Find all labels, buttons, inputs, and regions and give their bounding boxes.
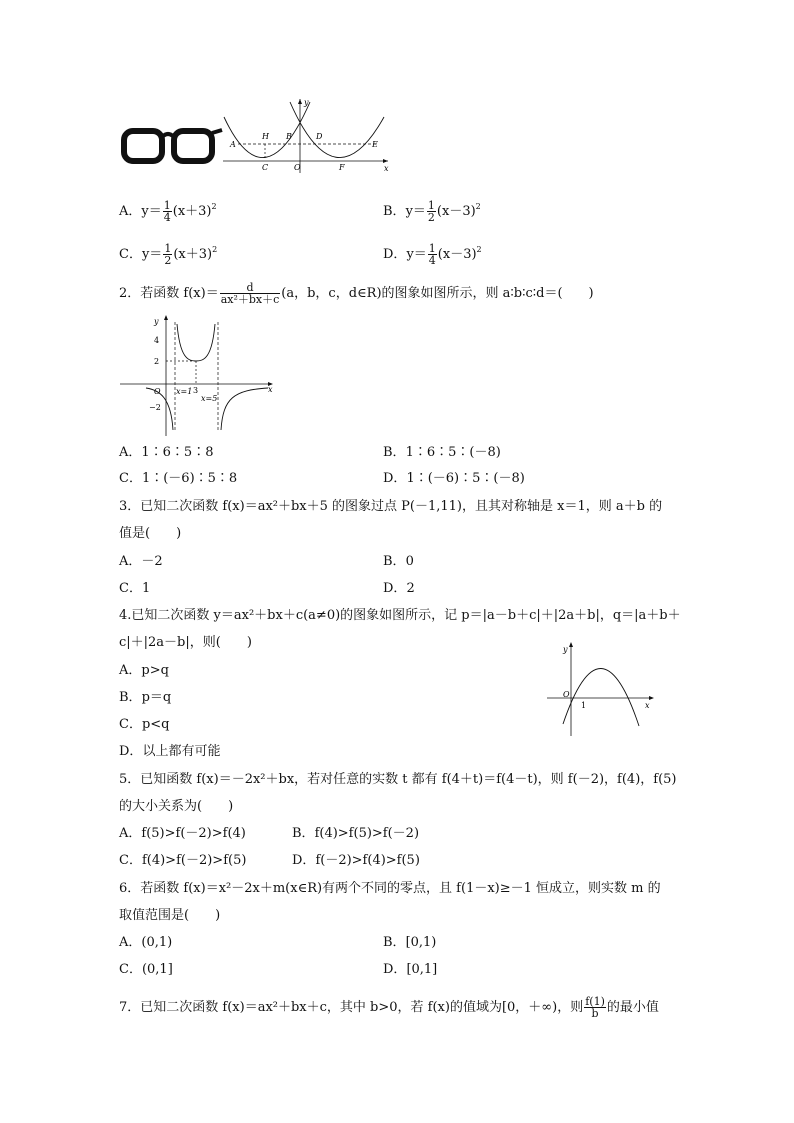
q5-stem-line1: 5．已知函数 f(x)＝－2x²＋bx，若对任意的实数 t 都有 f(4＋t)＝f(4－t)，则 f(－2)，f(4)，f(5) (119, 772, 677, 787)
q3-option-b[interactable]: B．0 (383, 554, 414, 569)
q1-option-b[interactable]: B．y＝ $\frac{1}{2}$ $(x-3)^2$ (383, 199, 481, 224)
q4-figure (545, 640, 657, 738)
q5-option-b[interactable]: B．f(4)>f(5)>f(－2) (292, 826, 420, 841)
q4-axis-y-label: y (563, 645, 568, 654)
q2-origin-label: O (154, 387, 161, 396)
q2-y-tick: 2 (154, 357, 160, 366)
q2-asymptote-label: x=5 (201, 394, 218, 403)
q5-option-c[interactable]: C．f(4)>f(－2)>f(5) (119, 853, 247, 868)
q2-figure (118, 312, 278, 438)
q1-option-c[interactable]: C．y＝ $\frac{1}{2}$ $(x+3)^2$ (119, 242, 218, 267)
q7-stem: 7．已知二次函数 f(x)＝ax²＋bx＋c，其中 b>0，若 f(x)的值域为[0，＋∞)，则 $\frac{f(1)}{b}$ 的最小值 (119, 995, 659, 1020)
q4-axis-x-label: x (645, 701, 650, 710)
q3-option-d[interactable]: D．2 (383, 581, 415, 596)
q1-axis-y-label: y (304, 98, 309, 107)
q2-asymptote-label: x=1 (176, 387, 193, 396)
q1-point-label: C (262, 163, 269, 172)
q2-option-a[interactable]: A．1∶6∶5∶8 (119, 445, 214, 460)
q2-y-tick: 4 (154, 336, 160, 345)
q6-option-c[interactable]: C．(0,1] (119, 962, 173, 977)
q4-option-b[interactable]: B．p＝q (119, 690, 172, 705)
q1-option-d[interactable]: D．y＝ $\frac{1}{4}$ $(x-3)^2$ (383, 242, 482, 267)
q3-option-a[interactable]: A．－2 (119, 554, 163, 569)
q4-origin-label: O (563, 690, 570, 699)
q4-stem-line2: c|＋|2a－b|，则( ) (119, 635, 252, 650)
q2-y-tick: −2 (149, 403, 161, 412)
q6-stem-line1: 6．若函数 f(x)＝x²－2x＋m(x∈R)有两个不同的零点，且 f(1－x)≥－1 恒成立，则实数 m 的 (119, 881, 661, 896)
q4-stem-line1: 4.已知二次函数 y＝ax²＋bx＋c(a≠0)的图象如图所示，记 p＝|a－b＋c|＋|2a＋b|，q＝|a＋b＋ (119, 608, 681, 623)
q1-point-label: F (339, 163, 345, 172)
q5-stem-line2: 的大小关系为( ) (119, 799, 234, 814)
q5-option-d[interactable]: D．f(－2)>f(4)>f(5) (292, 853, 420, 868)
q2-option-b[interactable]: B．1∶6∶5∶(－8) (383, 445, 501, 460)
q2-axis-y-label: y (154, 317, 159, 326)
q2-option-c[interactable]: C．1∶(－6)∶5∶8 (119, 471, 238, 486)
q1-axis-x-label: x (384, 164, 389, 173)
q6-option-a[interactable]: A．(0,1) (119, 935, 173, 950)
q3-stem-line2: 值是( ) (119, 526, 182, 541)
q1-point-label: A (230, 140, 236, 149)
q4-option-c[interactable]: C．p<q (119, 717, 170, 732)
q1-option-a[interactable]: A．y＝ $\frac{1}{4}$ $(x+3)^2$ (119, 199, 217, 224)
q4-option-a[interactable]: A．p>q (119, 663, 169, 678)
q2-x-tick: 3 (193, 386, 199, 395)
q1-point-label: H (262, 132, 269, 141)
glasses-icon (124, 130, 222, 161)
q6-option-d[interactable]: D．[0,1] (383, 962, 438, 977)
q3-stem-line1: 3．已知二次函数 f(x)＝ax²＋bx＋5 的图象过点 P(－1,11)，且其对称轴是 x＝1，则 a＋b 的 (119, 499, 663, 514)
q2-option-d[interactable]: D．1∶(－6)∶5∶(－8) (383, 471, 525, 486)
q1-figure (118, 95, 398, 175)
q1-point-label: B (286, 132, 292, 141)
q1-point-label: E (372, 140, 378, 149)
q3-option-c[interactable]: C．1 (119, 581, 151, 596)
q2-axis-x-label: x (268, 385, 273, 394)
q4-option-d[interactable]: D．以上都有可能 (119, 744, 221, 759)
q1-point-label: O (294, 163, 301, 172)
q2-stem: 2．若函数 f(x)＝ $\frac{d}{\text{ax²＋bx＋c}}$ (a，b，c，d∈R)的图象如图所示，则 a∶b∶c∶d＝( ) (119, 281, 594, 306)
q6-option-b[interactable]: B．[0,1) (383, 935, 437, 950)
q5-option-a[interactable]: A．f(5)>f(－2)>f(4) (119, 826, 246, 841)
q4-x-tick: 1 (581, 701, 587, 710)
q6-stem-line2: 取值范围是( ) (119, 908, 221, 923)
q1-point-label: D (316, 132, 323, 141)
